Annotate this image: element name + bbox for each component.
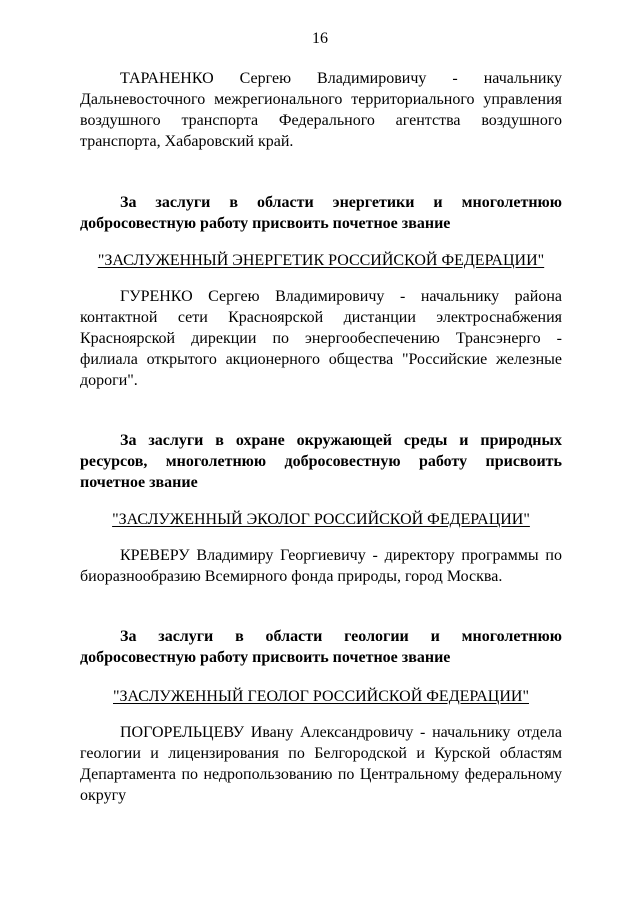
recipient-paragraph: ГУРЕНКО Сергею Владимировичу - начальнику района контактной сети Красноярской дистанции электроснабжения Красноярской дирекции по энергообеспечению Трансэнерго - филиала открытого акционерного общества "Российские железные дороги". <box>80 288 562 389</box>
recipient-paragraph: КРЕВЕРУ Владимиру Георгиевичу - директору программы по биоразнообразию Всемирного фонда природы, город Москва. <box>80 547 562 585</box>
honorary-title: "ЗАСЛУЖЕННЫЙ ГЕОЛОГ РОССИЙСКОЙ ФЕДЕРАЦИИ" <box>113 688 529 705</box>
section-heading: За заслуги в области энергетики и многолетнюю добросовестную работу присвоить почетное звание <box>80 194 562 232</box>
section-heading: За заслуги в охране окружающей среды и природных ресурсов, многолетнюю добросовестную работу присвоить почетное звание <box>80 432 562 491</box>
recipient-paragraph: ТАРАНЕНКО Сергею Владимировичу - начальнику Дальневосточного межрегионального территориального управления воздушного транспорта Федерального агентства воздушного транспорта, Хабаровский край. <box>80 70 562 150</box>
section-heading: За заслуги в области геологии и многолетнюю добросовестную работу присвоить почетное звание <box>80 628 562 666</box>
honorary-title: "ЗАСЛУЖЕННЫЙ ЭНЕРГЕТИК РОССИЙСКОЙ ФЕДЕРАЦИИ" <box>97 252 545 269</box>
recipient-paragraph: ПОГОРЕЛЬЦЕВУ Ивану Александровичу - начальнику отдела геологии и лицензирования по Белгородской и Курской областям Департамента по недропользованию по Центральному федеральному округу <box>80 724 562 804</box>
honorary-title: "ЗАСЛУЖЕННЫЙ ЭКОЛОГ РОССИЙСКОЙ ФЕДЕРАЦИИ" <box>112 511 530 528</box>
document-body <box>80 68 562 806</box>
page-number: 16 <box>312 30 328 47</box>
